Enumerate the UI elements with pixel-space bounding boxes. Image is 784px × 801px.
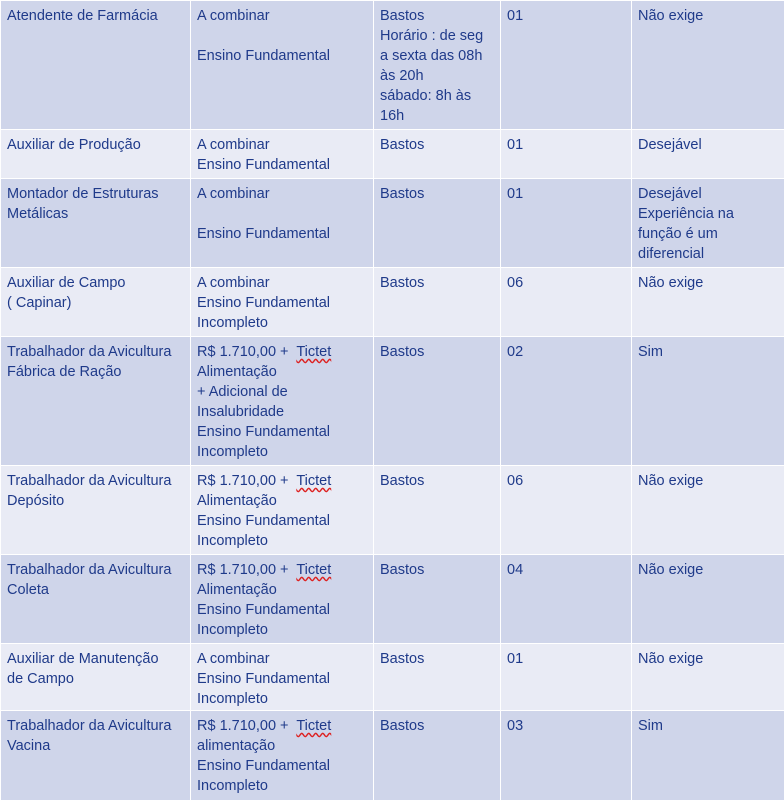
vacancies-count: 01: [507, 649, 625, 669]
cell-line: Alimentação: [197, 362, 367, 382]
location-cell: [374, 1, 501, 130]
cell-line: Ensino Fundamental: [197, 600, 367, 620]
cell-line: Desejável: [638, 184, 778, 204]
cell-line: Ensino Fundamental: [197, 422, 367, 442]
salary-line: [197, 560, 367, 580]
table-row: [1, 130, 784, 179]
cell-line: Metálicas: [7, 204, 184, 224]
cell-line: Ensino Fundamental: [197, 511, 367, 531]
vacancies-count: 01: [507, 6, 625, 26]
cell-line: Sim: [638, 716, 778, 736]
cell-line: Incompleto: [197, 620, 367, 640]
cell-line: Bastos: [380, 716, 494, 736]
cell-line: Ensino Fundamental: [197, 46, 367, 66]
job-title-cell: [1, 130, 191, 179]
cell-line: Bastos: [380, 471, 494, 491]
cell-line: Bastos: [380, 273, 494, 293]
experience-cell: [632, 179, 784, 268]
cell-line: função é um: [638, 224, 778, 244]
experience-cell: [632, 130, 784, 179]
cell-line: Incompleto: [197, 442, 367, 462]
vacancies-count: 01: [507, 184, 625, 204]
salary-education-cell: [191, 268, 374, 337]
salary-line: [197, 184, 367, 204]
cell-line: + Adicional de: [197, 382, 367, 402]
vacancies-count: 04: [507, 560, 625, 580]
cell-line: [197, 26, 367, 46]
cell-line: Não exige: [638, 273, 778, 293]
location-cell: [374, 179, 501, 268]
salary-education-cell: [191, 179, 374, 268]
location-cell: [374, 466, 501, 555]
experience-cell: [632, 711, 784, 801]
vacancies-cell: [501, 711, 632, 801]
cell-line: Incompleto: [197, 313, 367, 333]
location-cell: [374, 268, 501, 337]
cell-line: Horário : de seg: [380, 26, 494, 46]
cell-line: a sexta das 08h: [380, 46, 494, 66]
misspelled-word: Tictet: [296, 344, 331, 360]
cell-line: Trabalhador da Avicultura: [7, 560, 184, 580]
cell-line: Ensino Fundamental: [197, 293, 367, 313]
location-cell: [374, 555, 501, 644]
salary-education-cell: [191, 555, 374, 644]
vacancies-count: 01: [507, 135, 625, 155]
cell-line: Fábrica de Ração: [7, 362, 184, 382]
cell-line: Auxiliar de Campo: [7, 273, 184, 293]
location-cell: [374, 337, 501, 466]
salary-education-cell: [191, 644, 374, 711]
job-title-cell: [1, 644, 191, 711]
job-title-cell: [1, 179, 191, 268]
cell-line: Atendente de Farmácia: [7, 6, 184, 26]
experience-cell: [632, 466, 784, 555]
table-row: [1, 466, 784, 555]
cell-line: Bastos: [380, 649, 494, 669]
table-row: [1, 644, 784, 711]
job-title-cell: [1, 1, 191, 130]
cell-line: sábado: 8h às: [380, 86, 494, 106]
cell-line: Trabalhador da Avicultura: [7, 471, 184, 491]
salary-text: A combinar: [197, 651, 270, 667]
job-rows: [1, 1, 784, 801]
cell-line: Bastos: [380, 342, 494, 362]
cell-line: Incompleto: [197, 776, 367, 796]
salary-text: R$ 1.710,00 +: [197, 473, 296, 489]
vacancies-cell: [501, 179, 632, 268]
table-row: [1, 179, 784, 268]
vacancies-count: 06: [507, 273, 625, 293]
vacancies-count: 02: [507, 342, 625, 362]
cell-line: [197, 204, 367, 224]
vacancies-cell: [501, 466, 632, 555]
cell-line: Ensino Fundamental: [197, 756, 367, 776]
salary-line: [197, 471, 367, 491]
cell-line: Bastos: [380, 135, 494, 155]
cell-line: Depósito: [7, 491, 184, 511]
salary-education-cell: [191, 466, 374, 555]
table-row: [1, 711, 784, 801]
salary-text: A combinar: [197, 137, 270, 153]
salary-text: A combinar: [197, 186, 270, 202]
cell-line: Trabalhador da Avicultura: [7, 716, 184, 736]
cell-line: 16h: [380, 106, 494, 126]
cell-line: Insalubridade: [197, 402, 367, 422]
salary-line: [197, 273, 367, 293]
salary-line: [197, 135, 367, 155]
vacancies-cell: [501, 555, 632, 644]
vacancies-cell: [501, 337, 632, 466]
experience-cell: [632, 555, 784, 644]
location-cell: [374, 711, 501, 801]
cell-line: Desejável: [638, 135, 778, 155]
cell-line: Incompleto: [197, 689, 367, 709]
job-title-cell: [1, 268, 191, 337]
salary-text: A combinar: [197, 8, 270, 24]
cell-line: Incompleto: [197, 531, 367, 551]
cell-line: Sim: [638, 342, 778, 362]
job-title-cell: [1, 337, 191, 466]
salary-text: A combinar: [197, 275, 270, 291]
cell-line: Não exige: [638, 471, 778, 491]
cell-line: diferencial: [638, 244, 778, 264]
cell-line: Bastos: [380, 6, 494, 26]
cell-line: Ensino Fundamental: [197, 155, 367, 175]
table-row: [1, 555, 784, 644]
job-title-cell: [1, 555, 191, 644]
table-row: [1, 337, 784, 466]
salary-line: [197, 716, 367, 736]
experience-cell: [632, 1, 784, 130]
salary-line: [197, 6, 367, 26]
cell-line: Bastos: [380, 184, 494, 204]
salary-education-cell: [191, 1, 374, 130]
job-title-cell: [1, 711, 191, 801]
salary-text: R$ 1.710,00 +: [197, 718, 296, 734]
cell-line: às 20h: [380, 66, 494, 86]
cell-line: de Campo: [7, 669, 184, 689]
salary-education-cell: [191, 130, 374, 179]
salary-education-cell: [191, 337, 374, 466]
vacancies-cell: [501, 644, 632, 711]
cell-line: Auxiliar de Produção: [7, 135, 184, 155]
cell-line: Ensino Fundamental: [197, 669, 367, 689]
vacancies-count: 03: [507, 716, 625, 736]
vacancies-count: 06: [507, 471, 625, 491]
experience-cell: [632, 268, 784, 337]
salary-text: R$ 1.710,00 +: [197, 344, 296, 360]
table-row: [1, 1, 784, 130]
cell-line: Vacina: [7, 736, 184, 756]
misspelled-word: Tictet: [296, 718, 331, 734]
cell-line: alimentação: [197, 736, 367, 756]
cell-line: Experiência na: [638, 204, 778, 224]
cell-line: Não exige: [638, 560, 778, 580]
misspelled-word: Tictet: [296, 473, 331, 489]
vacancies-cell: [501, 1, 632, 130]
job-title-cell: [1, 466, 191, 555]
cell-line: Não exige: [638, 6, 778, 26]
cell-line: Bastos: [380, 560, 494, 580]
salary-line: [197, 342, 367, 362]
cell-line: Trabalhador da Avicultura: [7, 342, 184, 362]
cell-line: Coleta: [7, 580, 184, 600]
cell-line: Alimentação: [197, 580, 367, 600]
vacancies-cell: [501, 130, 632, 179]
salary-education-cell: [191, 711, 374, 801]
salary-line: [197, 649, 367, 669]
cell-line: Alimentação: [197, 491, 367, 511]
location-cell: [374, 644, 501, 711]
cell-line: ( Capinar): [7, 293, 184, 313]
experience-cell: [632, 644, 784, 711]
location-cell: [374, 130, 501, 179]
cell-line: Auxiliar de Manutenção: [7, 649, 184, 669]
cell-line: Ensino Fundamental: [197, 224, 367, 244]
misspelled-word: Tictet: [296, 562, 331, 578]
vacancies-cell: [501, 268, 632, 337]
cell-line: Montador de Estruturas: [7, 184, 184, 204]
table-row: [1, 268, 784, 337]
experience-cell: [632, 337, 784, 466]
cell-line: Não exige: [638, 649, 778, 669]
salary-text: R$ 1.710,00 +: [197, 562, 296, 578]
